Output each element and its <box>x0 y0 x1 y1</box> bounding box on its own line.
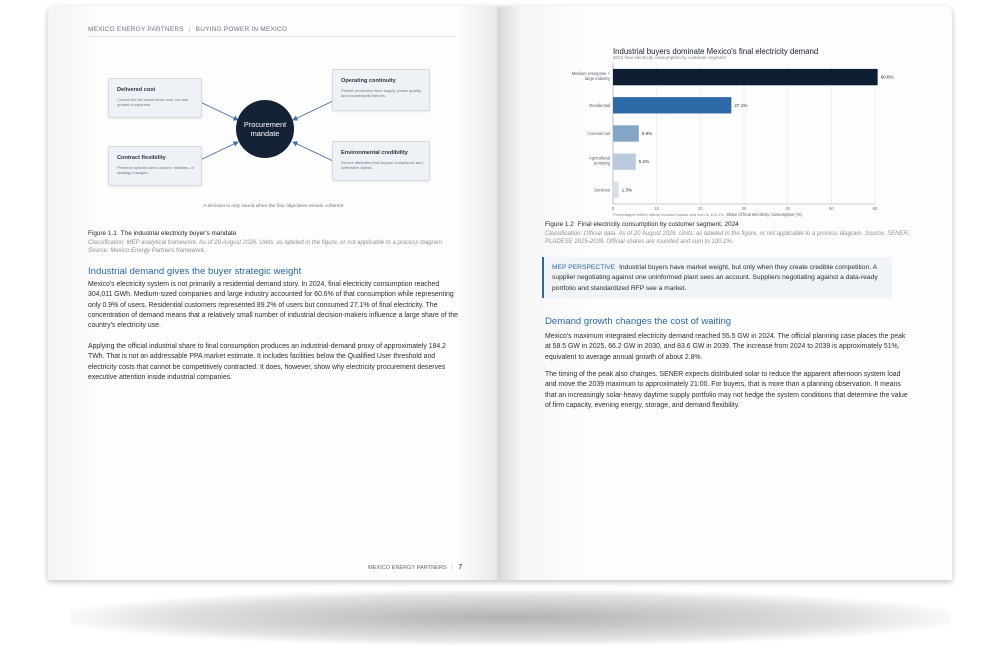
diagram-hub-label: Procurement mandate <box>243 120 287 138</box>
diagram-box-title: Contract flexibility <box>117 155 166 161</box>
diagram-box-desc: Secure attributes that support compliance and defensible claims. <box>341 160 423 170</box>
bar <box>613 69 878 85</box>
category-label: Medium enterprise + large industry <box>571 71 610 82</box>
diagram-box-environmental-credibility <box>332 141 430 181</box>
bar <box>613 182 619 198</box>
left-page <box>48 6 500 580</box>
x-tick-label: 20 <box>697 206 703 211</box>
diagram-box-title: Operating continuity <box>341 78 396 84</box>
paragraph: Applying the official industrial share to final consumption produces an industrial-demand proxy of approximately 184.2 TWh. That is not an addressable PPA market estimate. It includes facilities below the Qualified User threshold and electricity costs that cannot be competitively contracted. It does, however, show why electricity procurement deserves executive attention inside industrial companies. <box>88 343 447 381</box>
category-label: Residential <box>589 102 610 108</box>
data-label: 5.9% <box>641 131 653 136</box>
folio-separator: | <box>451 565 454 571</box>
diagram-box-desc: Preserve options when volume, facilities, or strategy changes. <box>117 165 194 175</box>
x-tick-label: 10 <box>654 206 660 211</box>
running-head-section: BUYING POWER IN MEXICO <box>195 26 288 33</box>
page-number: 7 <box>458 562 463 571</box>
diagram-box-desc: Protect production from supply, power quality, and counterparty failures. <box>341 88 422 98</box>
data-label: 1.3% <box>621 187 633 193</box>
diagram-box-title: Environmental credibility <box>341 150 408 156</box>
paragraph: The timing of the peak also changes. SENER expects distributed solar to reduce the apparent afternoon system load and move the 2039 maximum to approximately 21:00. For buyers, that is more than a planning observation. It means that an increasingly solar-heavy daytime supply portfolio may not hedge the system conditions that determine the value of firm capacity, evening energy, storage, and demand flexibility. <box>545 371 908 409</box>
diagram-hub <box>236 100 294 158</box>
figure-number: Figure 1.1 <box>88 230 117 237</box>
figure-classification: Classification: Official data. As of 20 August 2026. Units: as labeled in the figure, or not applicable to a process diagram. Source: SENER, PLADESE 2025-2039. Official shares are rounded and sum to 100.1%. <box>545 231 910 245</box>
connector-operating-continuity <box>293 101 333 120</box>
figure-classification: Classification: MEP analytical framework. As of 20 August 2026. Units: as labeled in the figure, or not applicable to a process diagram. Source: Mexico Energy Partners framework. <box>88 240 444 254</box>
running-head-separator: | <box>188 26 191 33</box>
figure-caption <box>545 221 739 228</box>
figure-caption <box>88 230 236 237</box>
section-heading: Demand growth changes the cost of waiting <box>545 316 732 327</box>
diagram-box-desc: Control the full owner-level cost, not one quoted component. <box>117 97 189 107</box>
running-head-brand: MEXICO ENERGY PARTNERS <box>88 26 184 33</box>
connector-delivered-cost <box>198 101 238 120</box>
diagram-note: A decision is only sound when the four objectives remain coherent. <box>203 204 345 209</box>
bar <box>613 154 636 170</box>
diagram-box-contract-flexibility <box>108 146 202 186</box>
bar-chart <box>500 6 952 221</box>
chart-title: Industrial buyers dominate Mexico's final electricity demand <box>613 47 819 56</box>
folio-brand: MEXICO ENERGY PARTNERS <box>368 565 447 571</box>
right-page <box>500 6 952 580</box>
callout-text: Industrial buyers have market weight, but only when they create credible competition. A supplier negotiating against one uninformed plant sees an account. Suppliers negotiating against a data-ready portfolio and standardized RFP see a market. <box>552 264 878 292</box>
diagram-box-title: Delivered cost <box>117 87 156 93</box>
diagram-box-operating-continuity <box>332 69 430 111</box>
x-tick-label: 30 <box>741 206 747 211</box>
x-tick-label: 0 <box>611 206 615 211</box>
chart-subtitle: 2024 final electricity consumption by customer segment <box>613 55 726 60</box>
data-label: 60.6% <box>880 74 894 80</box>
data-label: 5.2% <box>638 159 650 165</box>
perspective-callout <box>542 257 892 298</box>
figure-number: Figure 1.2 <box>545 221 574 228</box>
paragraph: Mexico's maximum integrated electricity demand reached 55.5 GW in 2024. The official planning case places the peak at 58.5 GW in 2025, 66.2 GW in 2030, and 83.6 GW in 2039. The increase from 2024 to 2039 is approximately 51%, equivalent to average annual growth of about 2.8%. <box>545 333 906 361</box>
paragraph: Mexico's electricity system is not primarily a residential demand story. In 2024, final electricity consumption reached 304,011 GWh. Medium-sized companies and large industry accounted for 60.6% of that consumption while representing only 0.9% of users. Residential customers represented 89.2% of users but consumed 27.1% of final electricity. The concentration of demand means that a relatively small number of industrial decision-makers influence a large share of the country's electricity use. <box>88 281 458 330</box>
figure-caption-text: The industrial electricity buyer's mandate <box>120 230 237 237</box>
book-shadow <box>70 590 950 645</box>
bar <box>613 97 731 113</box>
x-tick-label: 50 <box>828 206 834 211</box>
data-label: 27.1% <box>734 102 748 108</box>
connector-contract-flexibility <box>198 142 238 161</box>
category-label: Agricultural pumping <box>589 155 610 166</box>
category-label: Services <box>593 187 610 193</box>
x-axis-label: Share of final electricity consumption (%) <box>726 212 802 217</box>
connector-environmental-credibility <box>293 142 333 161</box>
folio <box>368 562 462 571</box>
figure-caption-text: Final electricity consumption by customer segment, 2024 <box>577 221 739 228</box>
chart-footnote: Percentages reflect official rounded values and sum to 100.1%. <box>613 212 725 217</box>
x-tick-label: 40 <box>785 206 791 211</box>
callout-label: MEP PERSPECTIVE <box>552 264 616 271</box>
bar <box>613 125 639 141</box>
x-tick-label: 60 <box>872 206 878 211</box>
diagram-box-delivered-cost <box>108 78 202 118</box>
section-heading: Industrial demand gives the buyer strategic weight <box>88 266 302 277</box>
category-label: Commercial <box>587 131 610 136</box>
